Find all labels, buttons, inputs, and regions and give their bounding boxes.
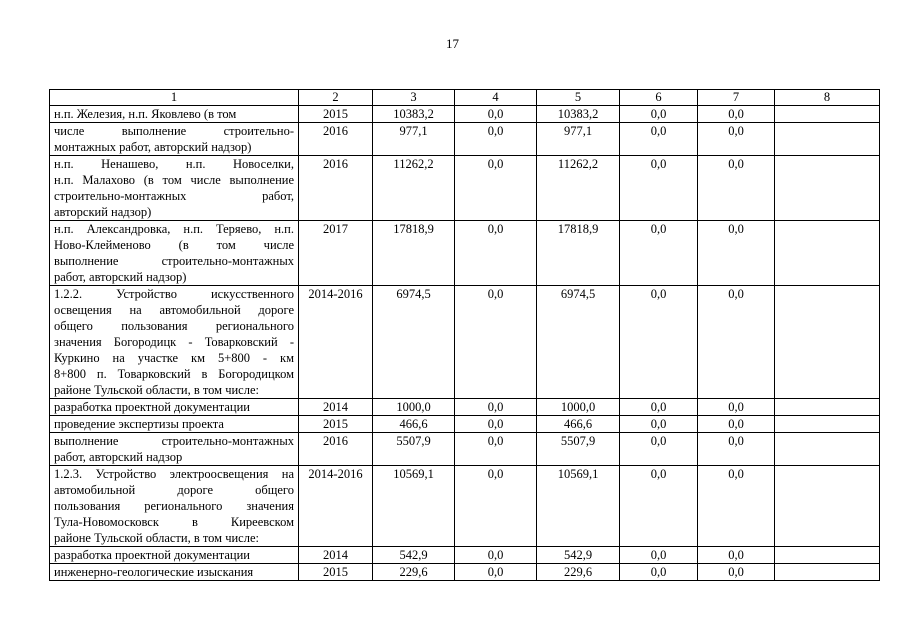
description-line: районе Тульской области, в том числе:: [54, 383, 259, 397]
col4-cell: 0,0: [455, 221, 537, 286]
col3-cell: 542,9: [373, 547, 455, 564]
column-header-5: 5: [537, 90, 620, 106]
col6-cell: 0,0: [620, 433, 698, 466]
description-line: разработка проектной документации: [54, 548, 250, 562]
description-line: проведение экспертизы проекта: [54, 417, 224, 431]
year-cell: 2015: [299, 564, 373, 581]
col3-cell: 977,1: [373, 123, 455, 156]
year-cell: 2014-2016: [299, 286, 373, 399]
column-header-7: 7: [698, 90, 775, 106]
col6-cell: 0,0: [620, 123, 698, 156]
col5-cell: 6974,5: [537, 286, 620, 399]
col5-cell: 466,6: [537, 416, 620, 433]
col5-cell: 17818,9: [537, 221, 620, 286]
description-line: н.п. Малахово (в том числе выполнение: [54, 173, 294, 187]
col6-cell: 0,0: [620, 547, 698, 564]
col8-cell: [775, 106, 880, 123]
col8-cell: [775, 221, 880, 286]
col3-cell: 11262,2: [373, 156, 455, 221]
col4-cell: 0,0: [455, 156, 537, 221]
col8-cell: [775, 433, 880, 466]
column-header-1: 1: [50, 90, 299, 106]
description-line: Тула-Новомосковск в Киреевском: [54, 515, 294, 529]
col7-cell: 0,0: [698, 156, 775, 221]
col7-cell: 0,0: [698, 399, 775, 416]
description-line: автомобильной дороге общего: [54, 483, 294, 497]
col6-cell: 0,0: [620, 156, 698, 221]
row-description: [50, 416, 299, 433]
description-line: районе Тульской области, в том числе:: [54, 531, 259, 545]
row-description: [50, 547, 299, 564]
col4-cell: 0,0: [455, 399, 537, 416]
col7-cell: 0,0: [698, 221, 775, 286]
table-row: [50, 156, 880, 221]
col5-cell: 10383,2: [537, 106, 620, 123]
col3-cell: 10569,1: [373, 466, 455, 547]
col8-cell: [775, 547, 880, 564]
row-description: [50, 286, 299, 399]
year-cell: 2014: [299, 547, 373, 564]
col7-cell: 0,0: [698, 466, 775, 547]
col3-cell: 17818,9: [373, 221, 455, 286]
description-line: Куркино на участке км 5+800 - км: [54, 351, 294, 365]
col6-cell: 0,0: [620, 466, 698, 547]
budget-table: [49, 89, 880, 581]
col7-cell: 0,0: [698, 123, 775, 156]
col7-cell: 0,0: [698, 416, 775, 433]
col7-cell: 0,0: [698, 547, 775, 564]
row-description: [50, 123, 299, 156]
col3-cell: 5507,9: [373, 433, 455, 466]
description-line: авторский надзор): [54, 205, 152, 219]
table-row: [50, 221, 880, 286]
description-line: строительно-монтажных работ,: [54, 189, 294, 203]
description-line: выполнение строительно-монтажных: [54, 254, 294, 268]
col7-cell: 0,0: [698, 564, 775, 581]
row-description: [50, 466, 299, 547]
description-line: числе выполнение строительно-: [54, 124, 294, 138]
col5-cell: 5507,9: [537, 433, 620, 466]
col4-cell: 0,0: [455, 416, 537, 433]
col4-cell: 0,0: [455, 433, 537, 466]
table-row: [50, 416, 880, 433]
page-number: 17: [446, 36, 459, 51]
col8-cell: [775, 286, 880, 399]
description-line: пользования регионального значения: [54, 499, 294, 513]
year-cell: 2016: [299, 123, 373, 156]
year-cell: 2015: [299, 106, 373, 123]
description-line: 1.2.3. Устройство электроосвещения на: [54, 467, 294, 481]
col4-cell: 0,0: [455, 564, 537, 581]
description-line: 1.2.2. Устройство искусственного: [54, 287, 294, 301]
row-description: [50, 156, 299, 221]
description-line: н.п. Ненашево, н.п. Новоселки,: [54, 157, 294, 171]
col7-cell: 0,0: [698, 106, 775, 123]
row-description: [50, 564, 299, 581]
col6-cell: 0,0: [620, 286, 698, 399]
description-line: выполнение строительно-монтажных: [54, 434, 294, 448]
header-row: [50, 90, 880, 106]
year-cell: 2014: [299, 399, 373, 416]
year-cell: 2014-2016: [299, 466, 373, 547]
col7-cell: 0,0: [698, 286, 775, 399]
col4-cell: 0,0: [455, 547, 537, 564]
table-row: [50, 433, 880, 466]
description-line: общего пользования регионального: [54, 319, 294, 333]
table-row: [50, 106, 880, 123]
description-line: Ново-Клейменово (в том числе: [54, 238, 294, 252]
description-line: работ, авторский надзор: [54, 450, 183, 464]
table-row: [50, 564, 880, 581]
col6-cell: 0,0: [620, 106, 698, 123]
table-row: [50, 466, 880, 547]
table-row: [50, 547, 880, 564]
col8-cell: [775, 156, 880, 221]
col8-cell: [775, 466, 880, 547]
col5-cell: 1000,0: [537, 399, 620, 416]
col3-cell: 466,6: [373, 416, 455, 433]
description-line: монтажных работ, авторский надзор): [54, 140, 252, 154]
col4-cell: 0,0: [455, 286, 537, 399]
year-cell: 2016: [299, 433, 373, 466]
col6-cell: 0,0: [620, 416, 698, 433]
description-line: инженерно-геологические изыскания: [54, 565, 254, 579]
description-line: н.п. Александровка, н.п. Теряево, н.п.: [54, 222, 294, 236]
column-header-4: 4: [455, 90, 537, 106]
description-line: разработка проектной документации: [54, 400, 250, 414]
col3-cell: 1000,0: [373, 399, 455, 416]
col6-cell: 0,0: [620, 564, 698, 581]
col5-cell: 10569,1: [537, 466, 620, 547]
col8-cell: [775, 416, 880, 433]
col8-cell: [775, 564, 880, 581]
col6-cell: 0,0: [620, 399, 698, 416]
row-description: [50, 221, 299, 286]
table-row: [50, 123, 880, 156]
col5-cell: 542,9: [537, 547, 620, 564]
col8-cell: [775, 399, 880, 416]
col3-cell: 10383,2: [373, 106, 455, 123]
year-cell: 2016: [299, 156, 373, 221]
col5-cell: 229,6: [537, 564, 620, 581]
col4-cell: 0,0: [455, 123, 537, 156]
description-line: значения Богородицк - Товарковский -: [54, 335, 294, 349]
col8-cell: [775, 123, 880, 156]
col4-cell: 0,0: [455, 106, 537, 123]
row-description: [50, 106, 299, 123]
table-row: [50, 286, 880, 399]
year-cell: 2015: [299, 416, 373, 433]
col3-cell: 6974,5: [373, 286, 455, 399]
col7-cell: 0,0: [698, 433, 775, 466]
col5-cell: 977,1: [537, 123, 620, 156]
col4-cell: 0,0: [455, 466, 537, 547]
description-line: работ, авторский надзор): [54, 270, 187, 284]
column-header-8: 8: [775, 90, 880, 106]
description-line: 8+800 п. Товарковский в Богородицком: [54, 367, 294, 381]
col5-cell: 11262,2: [537, 156, 620, 221]
description-line: н.п. Железия, н.п. Яковлево (в том: [54, 107, 237, 121]
column-header-2: 2: [299, 90, 373, 106]
column-header-6: 6: [620, 90, 698, 106]
description-line: освещения на автомобильной дороге: [54, 303, 294, 317]
column-header-3: 3: [373, 90, 455, 106]
row-description: [50, 433, 299, 466]
col6-cell: 0,0: [620, 221, 698, 286]
table-row: [50, 399, 880, 416]
row-description: [50, 399, 299, 416]
col3-cell: 229,6: [373, 564, 455, 581]
year-cell: 2017: [299, 221, 373, 286]
